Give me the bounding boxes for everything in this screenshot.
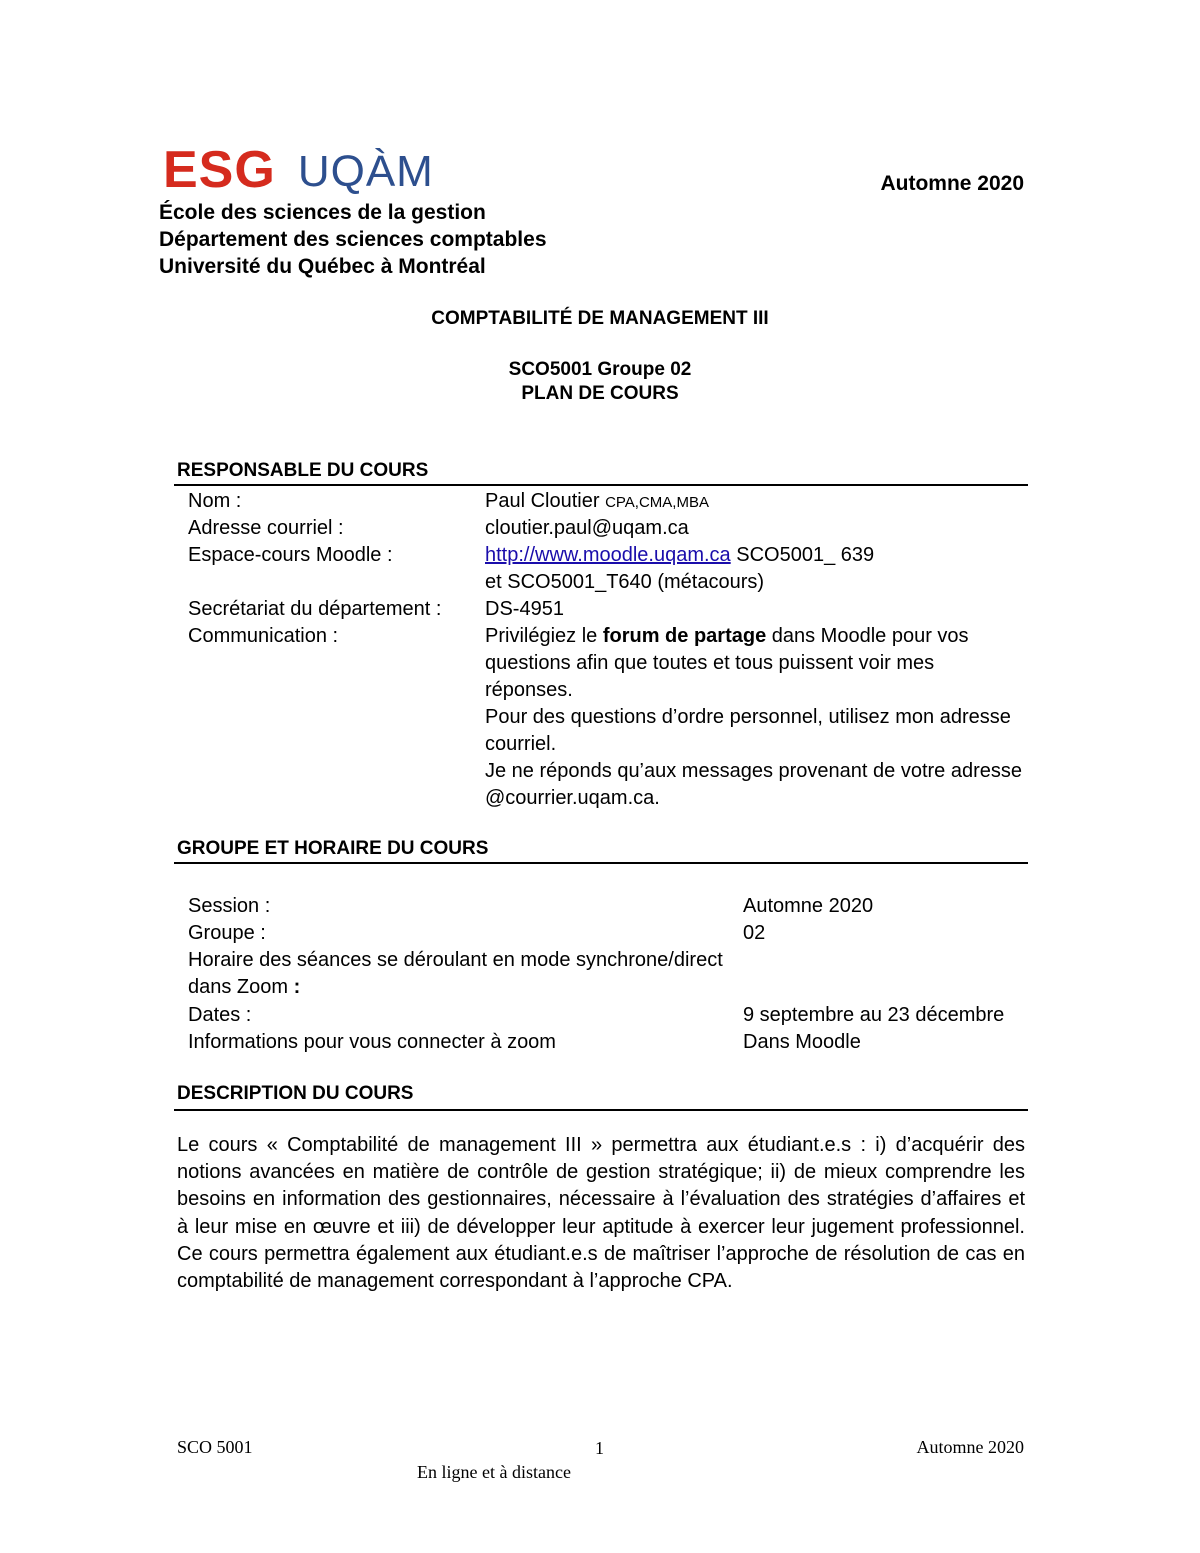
moodle-label: Espace-cours Moodle : (188, 544, 393, 566)
moodle-course-code: SCO5001_ 639 (730, 544, 875, 566)
nom-label: Nom : (188, 490, 242, 512)
communication-line: questions afin que toutes et tous puissent voir mes réponses. (485, 652, 935, 701)
communication-label: Communication : (188, 625, 339, 647)
esg-uqam-logo (163, 140, 434, 199)
footer-term: Automne 2020 (916, 1437, 1024, 1457)
email-label: Adresse courriel : (188, 517, 344, 539)
email-value: cloutier.paul@uqam.ca (485, 517, 689, 539)
footer-delivery-mode: En ligne et à distance (417, 1462, 571, 1482)
course-code-block (0, 358, 1200, 406)
footer-course-code: SCO 5001 (177, 1437, 253, 1457)
section-heading-description: DESCRIPTION DU COURS (177, 1083, 414, 1104)
moodle-link[interactable]: http://www.moodle.uqam.ca (485, 544, 731, 566)
communication-line: @courrier.uqam.ca. (485, 787, 660, 809)
logo-esg: ESG (163, 141, 276, 199)
forum-emphasis: forum de partage (602, 625, 767, 647)
institution-line: Département des sciences comptables (159, 228, 547, 251)
section-heading-responsable: RESPONSABLE DU COURS (177, 460, 429, 481)
section-divider (174, 1109, 1028, 1111)
term-label: Automne 2020 (880, 172, 1024, 195)
dates-value: 9 septembre au 23 décembre (743, 1004, 1005, 1026)
zoom-label: Informations pour vous connecter à zoom (188, 1031, 556, 1053)
section-divider (174, 862, 1028, 864)
session-value: Automne 2020 (743, 895, 874, 917)
session-label: Session : (188, 895, 271, 917)
section-heading-groupe: GROUPE ET HORAIRE DU COURS (177, 838, 489, 859)
secretariat-value: DS-4951 (485, 598, 564, 620)
nom-value (485, 488, 1025, 516)
institution-block (159, 199, 547, 280)
secretariat-label: Secrétariat du département : (188, 598, 442, 620)
communication-value (485, 623, 1025, 812)
footer-page-number: 1 (595, 1438, 604, 1458)
instructor-credentials: CPA,CMA,MBA (605, 494, 709, 511)
instructor-name: Paul Cloutier (485, 490, 600, 512)
moodle-meta-course: et SCO5001_T640 (métacours) (485, 571, 765, 593)
doc-type: PLAN DE COURS (521, 383, 679, 404)
horaire-label: Horaire des séances se déroulant en mode synchrone/direct dans Zoom : (188, 949, 723, 998)
communication-line: Pour des questions d’ordre personnel, utilisez mon adresse (485, 706, 1011, 728)
course-code: SCO5001 Groupe 02 (508, 359, 692, 380)
institution-line: École des sciences de la gestion (159, 201, 486, 224)
communication-line: Privilégiez le forum de partage dans Moodle pour vos (485, 625, 969, 647)
course-title: COMPTABILITÉ DE MANAGEMENT III (431, 308, 769, 329)
dates-label: Dates : (188, 1004, 252, 1026)
course-description: Le cours « Comptabilité de management III » permettra aux étudiant.e.s : i) d’acquérir des notions avancées en matière de contrôle de gestion stratégique; ii) de mieux comprendre les besoins en information des gestionnaires, nécessaire à l’évaluation des stratégies d’affaires et à leur mise en œuvre et iii) de développer leur aptitude à exercer leur jugement professionnel. Ce cours permettra également aux étudiant.e.s de maîtriser l’approche de résolution de cas en comptabilité de management correspondant à l’approche CPA. (177, 1134, 1025, 1293)
logo-uqam: UQÀM (297, 147, 434, 196)
section-divider (174, 484, 1028, 486)
communication-line: Je ne réponds qu’aux messages provenant de votre adresse (485, 760, 1023, 782)
institution-line: Université du Québec à Montréal (159, 255, 486, 278)
zoom-value: Dans Moodle (743, 1031, 861, 1053)
groupe-value: 02 (743, 922, 766, 944)
communication-line: courriel. (485, 733, 557, 755)
moodle-value (485, 542, 1025, 569)
groupe-label: Groupe : (188, 922, 266, 944)
